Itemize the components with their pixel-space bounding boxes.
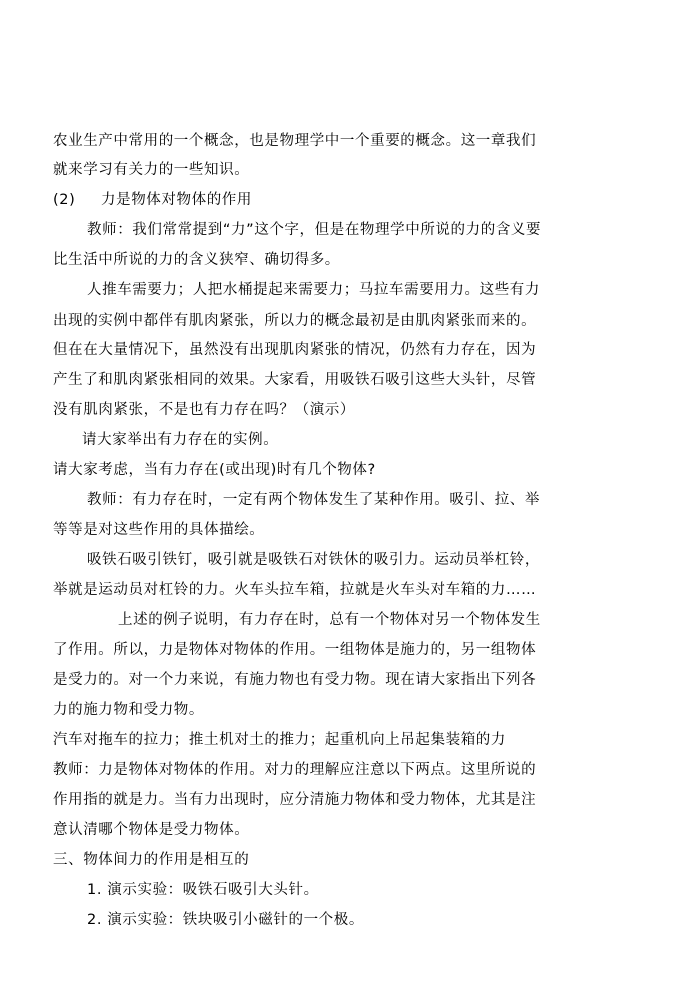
paragraph-line: 是受力的。对一个力来说，有施力物也有受力物。现在请大家指出下列各: [53, 672, 537, 688]
section-number: (2): [53, 192, 76, 208]
paragraph-line: 教师：有力存在时，一定有两个物体发生了某种作用。吸引、拉、举: [87, 492, 540, 508]
paragraph-line: 教师：力是物体对物体的作用。对力的理解应注意以下两点。这里所说的: [53, 762, 537, 778]
paragraph-line: 请大家考虑，当有力存在(或出现)时有几个物体?: [53, 462, 376, 478]
paragraph-line: 出现的实例中都伴有肌肉紧张，所以力的概念最初是由肌肉紧张而来的。: [53, 313, 537, 329]
paragraph-line: 等等是对这些作用的具体描绘。: [53, 522, 265, 538]
list-item: [87, 880, 687, 900]
paragraph-line: 了作用。所以，力是物体对物体的作用。一组物体是施力的，另一组物体: [53, 642, 537, 658]
list-item-text: 演示实验：吸铁石吸引大头针。: [107, 882, 319, 898]
paragraph-line: 举就是运动员对杠铃的力。火车头拉车箱，拉就是火车头对车箱的力……: [53, 582, 537, 598]
paragraph-line: 吸铁石吸引铁钉，吸引就是吸铁石对铁休的吸引力。运动员举杠铃，: [87, 552, 540, 568]
paragraph-line: 比生活中所说的力的含义狭窄、确切得多。: [53, 252, 340, 268]
paragraph-line: 就来学习有关力的一些知识。: [53, 162, 250, 178]
paragraph-line: 力的施力物和受力物。: [53, 702, 204, 718]
paragraph-line: 教师：我们常常提到“力”这个字，但是在物理学中所说的力的含义要: [87, 222, 542, 238]
paragraph-line: 没有肌肉紧张，不是也有力存在吗？（演示）: [53, 402, 355, 418]
list-number: 1.: [87, 882, 103, 898]
paragraph-line: 请大家举出有力存在的实例。: [82, 432, 279, 448]
paragraph-line: 农业生产中常用的一个概念，也是物理学中一个重要的概念。这一章我们: [53, 133, 537, 149]
paragraph-line: 但在在大量情况下，虽然没有出现肌肉紧张的情况，仍然有力存在，因为: [53, 342, 537, 358]
paragraph-line: 汽车对拖车的拉力；推土机对土的推力；起重机向上吊起集装箱的力: [53, 732, 506, 748]
section-heading: [53, 190, 653, 210]
section-title: 力是物体对物体的作用: [101, 192, 252, 208]
list-item: [87, 910, 687, 930]
paragraph-line: 产生了和肌肉紧张相同的效果。大家看，用吸铁石吸引这些大头针，尽管: [53, 372, 537, 388]
list-item-text: 演示实验：铁块吸引小磁针的一个极。: [107, 912, 364, 928]
paragraph-line: 作用指的就是力。当有力出现时，应分清施力物体和受力物体，尤其是注: [53, 792, 537, 808]
list-number: 2.: [87, 912, 103, 928]
paragraph-line: 人推车需要力；人把水桶提起来需要力；马拉车需要用力。这些有力: [87, 282, 540, 298]
section-heading: 三、物体间力的作用是相互的: [53, 852, 250, 868]
paragraph-line: 意认清哪个物体是受力物体。: [53, 822, 250, 838]
paragraph-line: 上述的例子说明，有力存在时，总有一个物体对另一个物体发生: [118, 612, 541, 628]
